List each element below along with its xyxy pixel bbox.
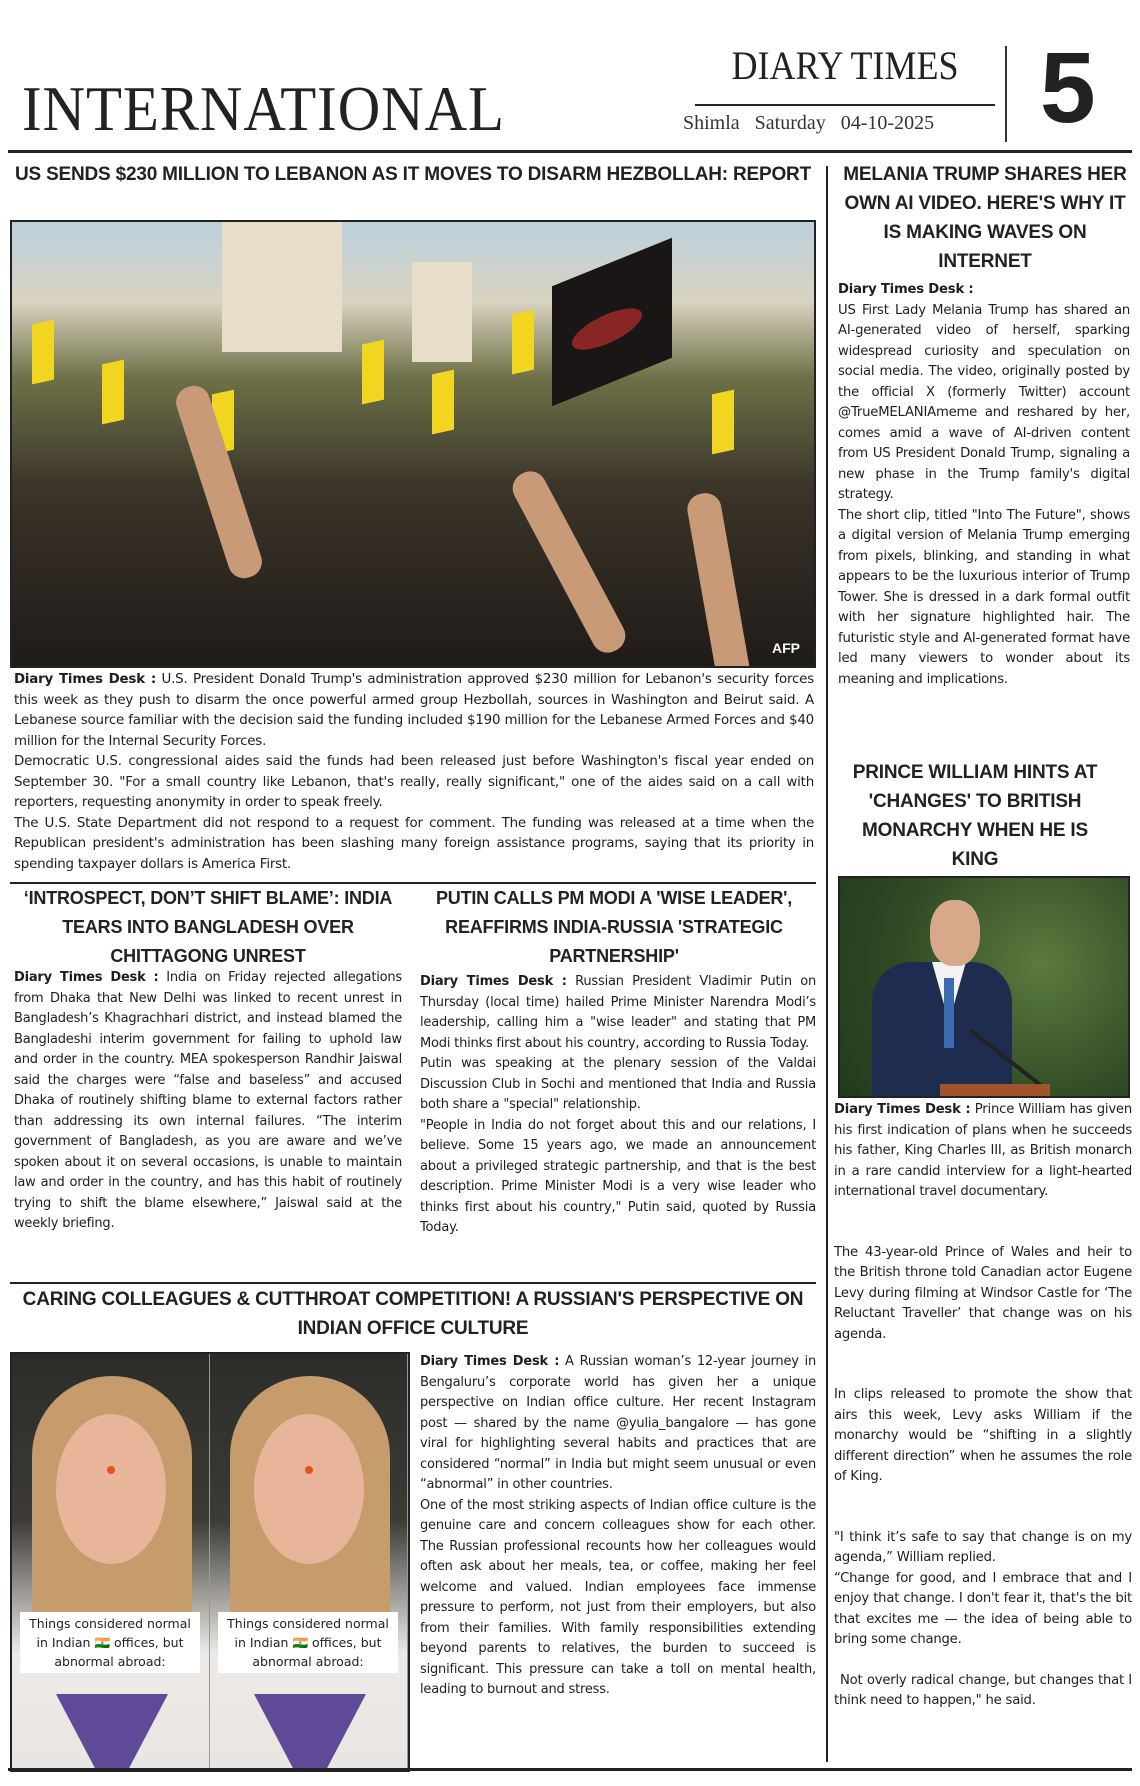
- office-para-1: A Russian woman’s 12-year journey in Bengaluru’s corporate world has given her a unique perspective on Indian office culture. Her recent Instagram post — shared by the name @yulia_bangalore — has gone viral for highlighting several habits and practices that are considered “normal” in India but might seem unusual or even “abnormal” in other countries.: [420, 1354, 817, 1492]
- william-para-5: “Change for good, and I embrace that and I enjoy that change. I don't fear it, that's the bit that excites me — the idea of being able to bring some change.: [834, 1570, 1132, 1647]
- putin-body: [420, 972, 816, 1239]
- melania-headline: MELANIA TRUMP SHARES HER OWN AI VIDEO. HERE'S WHY IT IS MAKING WAVES ON INTERNET: [843, 164, 1127, 272]
- page-bottom-rule: [8, 1768, 1132, 1771]
- dateline-date: 04-10-2025: [840, 112, 935, 134]
- dateline-city: Shimla: [683, 112, 740, 134]
- masthead-bottom-rule: [8, 150, 1132, 153]
- lebanon-para-3: The U.S. State Department did not respond to a request for comment. The funding was released at a time when the Republican president's administration has been slashing many foreign assistance programs, saying that its priority in spending taxpayer dollars is America First.: [14, 815, 814, 872]
- lebanon-para-1: U.S. President Donald Trump's administration approved $230 million for Lebanon's security forces this week as they push to disarm the once powerful armed group Hezbollah, sources in Washington and Beirut said. A Lebanese source familiar with the decision said the funding included $190 million for the Lebanese Armed Forces and $40 million for the Internal Security Forces.: [14, 672, 814, 749]
- photo-caption: Things considered normal in Indian 🇮🇳 offices, but abnormal abroad:: [218, 1612, 398, 1673]
- office-headline: CARING COLLEAGUES & CUTTHROAT COMPETITION! A RUSSIAN'S PERSPECTIVE ON INDIAN OFFICE CULTURE: [22, 1289, 804, 1339]
- photo-credit: AFP: [772, 640, 800, 656]
- melania-body: [838, 280, 1130, 690]
- office-para-2: One of the most striking aspects of Indian office culture is the genuine care and concern colleagues show for each other. The Russian professional recounts how her colleagues would often ask about her meals, tea, or coffee, making her feel welcome and valued. Indian employees face immense pressure to perform, not just from their employers, but also from their families. With family responsibilities extending beyond parents to relatives, the burden to succeed is significant. This pressure can take a toll on mental health, leading to burnout and stress.: [420, 1497, 816, 1697]
- lebanon-body: [14, 670, 814, 875]
- prince-william-photo: [838, 876, 1130, 1098]
- william-para-4: "I think it’s safe to say that change is on my agenda,” William replied.: [834, 1529, 1132, 1565]
- photo-caption: Things considered normal in Indian 🇮🇳 offices, but abnormal abroad:: [20, 1612, 200, 1673]
- masthead-rule: [695, 104, 995, 106]
- desk-label: Diary Times Desk :: [420, 1354, 560, 1369]
- desk-label: Diary Times Desk :: [838, 282, 974, 297]
- page-number: 5: [1040, 32, 1096, 144]
- masthead-divider: [1005, 46, 1007, 142]
- william-para-1: Prince William has given his first indication of plans when he succeeds his father, King Charles III, as British monarch in a rare candid interview for a light-hearted international travel documentary.: [834, 1102, 1133, 1199]
- office-body: [420, 1352, 816, 1701]
- desk-label: Diary Times Desk :: [14, 970, 159, 985]
- william-para-2: The 43-year-old Prince of Wales and heir to the British throne told Canadian actor Eugene Levy during filming at Windsor Castle for ‘The Reluctant Traveller’ that change was on his agenda.: [834, 1244, 1132, 1342]
- bangladesh-headline: ‘INTROSPECT, DON’T SHIFT BLAME’: INDIA TEARS INTO BANGLADESH OVER CHITTAGONG UNREST: [23, 888, 393, 966]
- william-headline: PRINCE WILLIAM HINTS AT 'CHANGES' TO BRITISH MONARCHY WHEN HE IS KING: [852, 762, 1098, 870]
- desk-label: Diary Times Desk :: [834, 1102, 971, 1117]
- photo-panel-right: [210, 1354, 408, 1770]
- paper-name: DIARY TIMES: [731, 43, 959, 88]
- putin-para-3: "People in India do not forget about this and our relations, I believe. Some 15 years ago, we made an announcement about a privileged strategic partnership, and that is the best description. Prime Minister Modi is a very wise leader who thinks first about his country," Putin said, quoted by Russia Today.: [420, 1117, 816, 1235]
- putin-para-1: Russian President Vladimir Putin on Thursday (local time) hailed Prime Minister Narendra Modi’s leadership, calling him a "wise leader" and stating that PM Modi thinks first about his country, according to Russia Today.: [420, 974, 817, 1051]
- william-body: [834, 1100, 1132, 1712]
- column-divider: [826, 166, 828, 1762]
- putin-headline: PUTIN CALLS PM MODI A 'WISE LEADER', REAFFIRMS INDIA-RUSSIA 'STRATEGIC PARTNERSHIP': [435, 888, 793, 966]
- melania-para-1: US First Lady Melania Trump has shared an AI-generated video of herself, sparking widespread curiosity and speculation on social media. The video, originally posted by the official X (formerly Twitter) account @TrueMELANIAmeme and reshared by her, comes amid a wave of AI-driven content from US President Donald Trump, signaling a new phase in the Trump family's digital strategy.: [838, 302, 1130, 502]
- putin-para-2: Putin was speaking at the plenary session of the Valdai Discussion Club in Sochi and mentioned that India and Russia both share a "special" relationship.: [420, 1056, 816, 1112]
- yulia-instagram-photo: [10, 1352, 410, 1772]
- desk-label: Diary Times Desk :: [14, 672, 156, 687]
- bangladesh-body: [14, 968, 402, 1235]
- dateline: [683, 112, 1003, 135]
- section-rule: [10, 1282, 816, 1284]
- william-para-3: In clips released to promote the show that airs this week, Levy asks William if the monarchy would be “shifting in a slightly different direction” when he assumes the role of King.: [834, 1387, 1132, 1484]
- lebanon-protest-photo: [10, 220, 816, 668]
- lebanon-headline: US SENDS $230 MILLION TO LEBANON AS IT MOVES TO DISARM HEZBOLLAH: REPORT: [15, 164, 811, 185]
- photo-panel-left: [12, 1354, 210, 1770]
- melania-para-2: The short clip, titled "Into The Future", shows a digital version of Melania Trump emerging from pixels, blinking, and standing in what appears to be the luxurious interior of Trump Tower. She is dressed in a dark formal outfit with her signature highlighted hair. The futuristic style and AI-generated format have led many viewers to wonder about its meaning and implications.: [838, 507, 1130, 687]
- desk-label: Diary Times Desk :: [420, 974, 567, 989]
- lebanon-para-2: Democratic U.S. congressional aides said the funds had been released just before Washington's fiscal year ended on September 30. "For a small country like Lebanon, that's really, really significant," one of the aides said on a call with reporters, requesting anonymity in order to speak freely.: [14, 754, 814, 810]
- dateline-day: Saturday: [754, 112, 826, 134]
- william-para-6: Not overly radical change, but changes that I think need to happen," he said.: [834, 1672, 1132, 1708]
- bangladesh-para-1: India on Friday rejected allegations from Dhaka that New Delhi was linked to recent unrest in Bangladesh’s Khagrachhari district, and instead blamed the Bangladeshi interim government for failing to uphold law and order in the country. MEA spokesperson Randhir Jaiswal said the charges were “false and baseless” and accused Dhaka of routinely shifting blame to external factors rather than addressing its own internal failures. “The interim government of Bangladesh, as you are aware and we’ve spoken about it on several occasions, is unable to maintain law and order in the country, and has this habit of routinely trying to shift the blame elsewhere,” Jaiswal said at the weekly briefing.: [14, 970, 402, 1231]
- section-title: INTERNATIONAL: [22, 73, 505, 144]
